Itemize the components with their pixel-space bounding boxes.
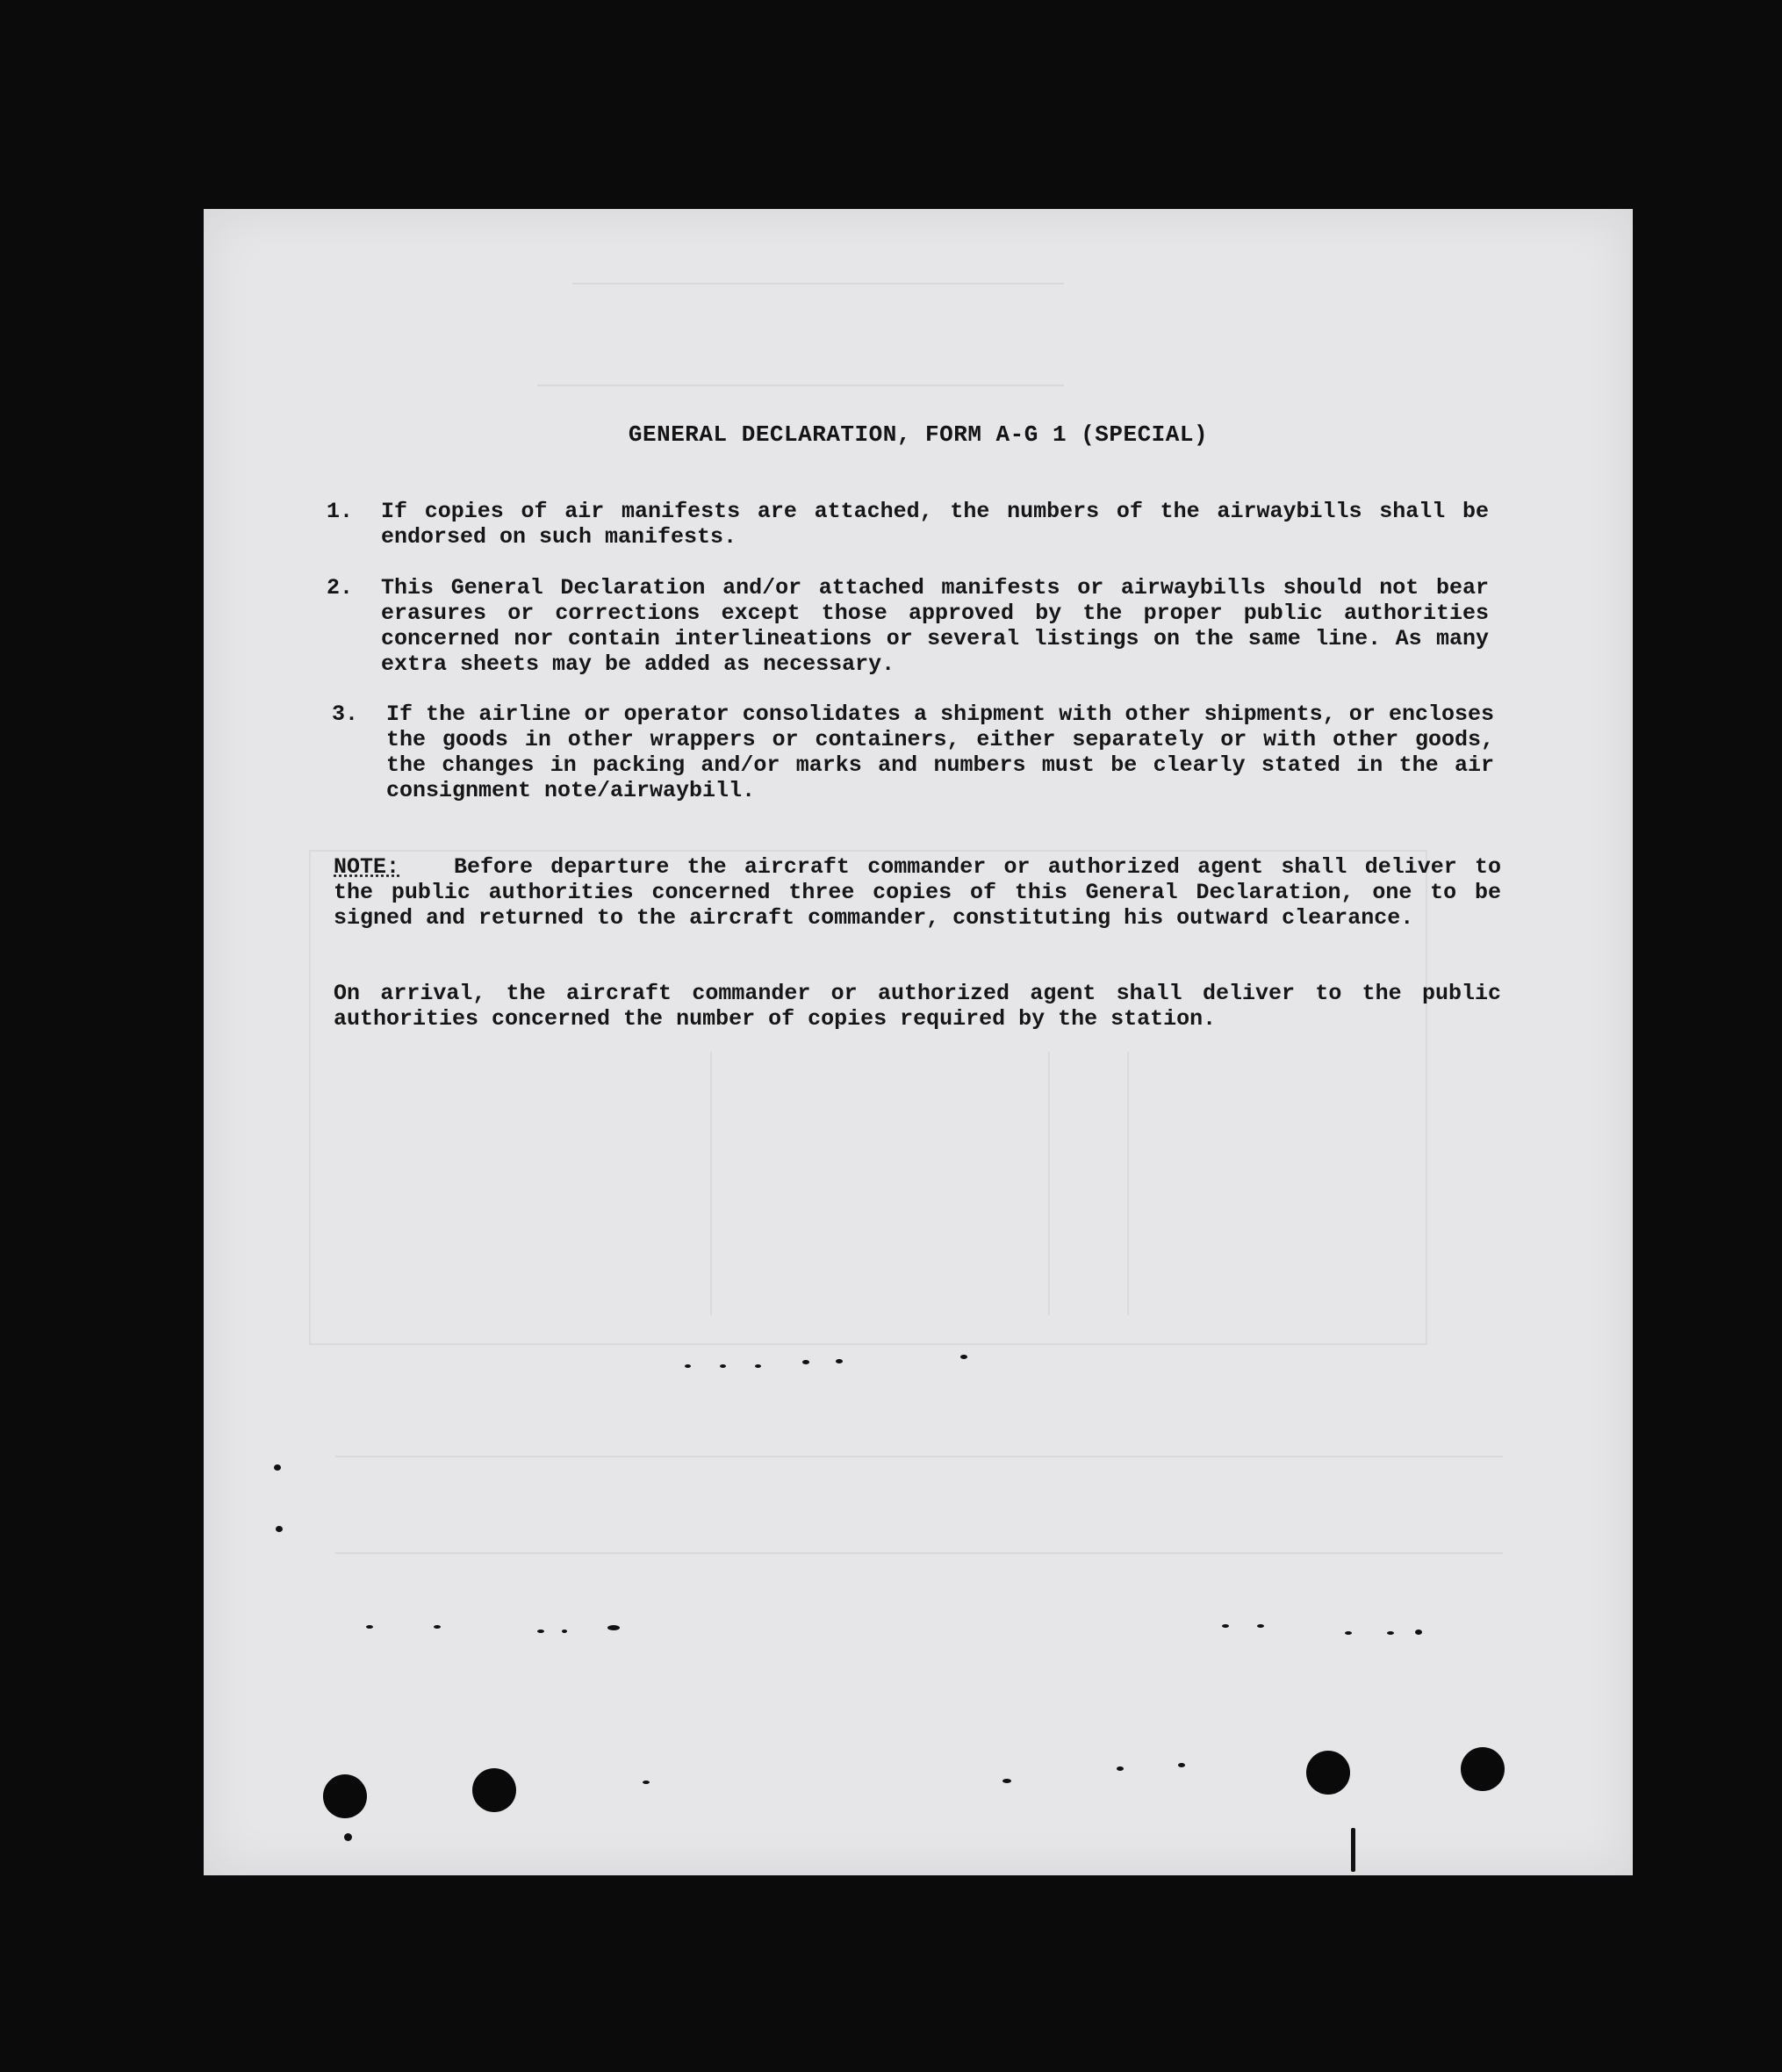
ink-speck	[344, 1833, 352, 1841]
ink-speck	[1257, 1624, 1264, 1628]
punch-hole	[1461, 1747, 1505, 1791]
item-text: This General Declaration and/or attached manifests or airwaybills should not bear erasures or corrections except those approved by the proper public authorities concerned nor contain interlineations or several listings on the same line. As many extra sheets may be added as necessary.	[381, 575, 1489, 677]
ink-speck	[1387, 1631, 1394, 1635]
punch-hole	[1306, 1751, 1350, 1795]
bleed-through-line	[1127, 1052, 1129, 1315]
ink-mark	[1351, 1828, 1355, 1872]
item-text: If copies of air manifests are attached, the numbers of the airwaybills shall be endorsed on such manifests.	[381, 499, 1489, 550]
ink-speck	[1002, 1779, 1011, 1783]
note-text: Before departure the aircraft commander or authorized agent shall deliver to the public authorities concerned three copies of this General Declaration, one to be signed and returned to the aircraft commander, constituting his outward clearance.	[334, 854, 1501, 931]
bleed-through-line	[1048, 1052, 1050, 1315]
ink-speck	[274, 1464, 281, 1471]
ink-speck	[1222, 1624, 1229, 1628]
bleed-through-line	[572, 283, 1064, 284]
item-number: 2.	[327, 575, 354, 601]
ink-speck	[366, 1625, 373, 1629]
ink-speck	[960, 1355, 967, 1359]
arrival-paragraph: On arrival, the aircraft commander or authorized agent shall deliver to the public authorities concerned the number of copies required by the station.	[334, 981, 1501, 1032]
ink-speck	[802, 1360, 809, 1364]
ink-speck	[276, 1526, 283, 1532]
ink-speck	[685, 1364, 691, 1368]
ink-speck	[537, 1630, 544, 1633]
note-label: NOTE:	[334, 854, 400, 880]
note-paragraph	[334, 854, 1501, 960]
ink-speck	[1415, 1630, 1422, 1635]
punch-hole	[472, 1768, 516, 1812]
bleed-through-line	[710, 1052, 712, 1315]
instruction-item-1	[327, 499, 1538, 551]
page-title: GENERAL DECLARATION, FORM A-G 1 (SPECIAL)	[628, 421, 1209, 448]
ink-speck	[720, 1364, 726, 1368]
document-page	[204, 209, 1633, 1875]
bleed-through-line	[537, 385, 1064, 386]
ink-speck	[434, 1625, 441, 1629]
item-number: 3.	[332, 701, 359, 727]
ink-speck	[607, 1625, 620, 1630]
ink-speck	[755, 1364, 761, 1368]
item-text: If the airline or operator consolidates a shipment with other shipments, or encloses the goods in other wrappers or containers, either separately or with other goods, the changes in packing and/or marks and numbers must be clearly stated in the air consignment note/airwaybill.	[386, 701, 1494, 803]
ink-speck	[1345, 1631, 1352, 1635]
punch-hole	[323, 1774, 367, 1818]
instruction-item-2	[327, 575, 1538, 680]
ink-speck	[836, 1359, 843, 1363]
instruction-item-3	[332, 701, 1543, 807]
ink-speck	[643, 1781, 650, 1784]
ink-speck	[1117, 1766, 1124, 1771]
ink-speck	[562, 1630, 567, 1633]
item-number: 1.	[327, 499, 354, 524]
bleed-through-line	[335, 1456, 1503, 1457]
bleed-through-line	[335, 1552, 1503, 1554]
ink-speck	[1178, 1763, 1185, 1767]
